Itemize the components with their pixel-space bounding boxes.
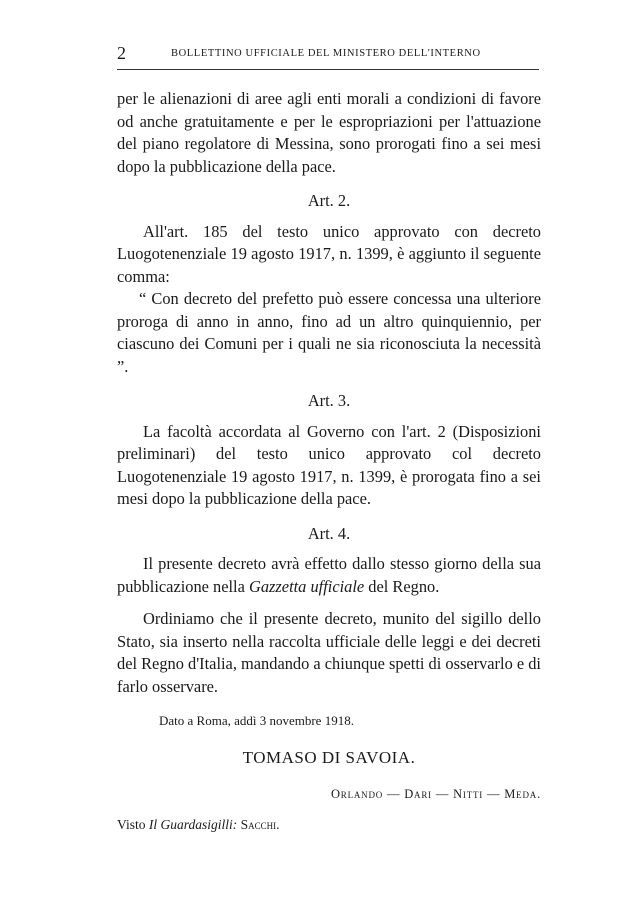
article-2-quote: “ Con decreto del prefetto può essere concessa una ulteriore proroga di anno in anno, fino ad un altro quinquiennio, per ciascuno dei Comuni per i quali ne sia riconosciuta la necessità ”. (117, 289, 541, 376)
countersigning-ministers: Orlando — Dari — Nitti — Meda. (330, 787, 541, 801)
article-2-text: All'art. 185 del testo unico approvato con decreto Luogotenenziale 19 agosto 1917, n. 1399, è aggiunto il seguente comma: (117, 221, 541, 286)
header-rule (117, 69, 539, 70)
visto-label: Visto (117, 816, 146, 832)
date-place-line: Dato a Roma, addì 3 novembre 1918. (159, 713, 354, 728)
paragraph-continuation: per le alienazioni di aree agli enti morali a condizioni di favore od anche gratuitamente e per le espropriazioni per l'attuazione del piano regolatore di Messina, sono prorogati fino a sei mesi dopo la pubblicazione della pace. (117, 89, 541, 176)
article-4-text (117, 553, 541, 598)
gazzetta-ufficiale: Gazzetta ufficiale (249, 576, 365, 596)
article-4-text-a: Il presente decreto avrà effetto dallo stesso giorno della sua pubblicazione nella (117, 554, 541, 596)
article-3-heading: Art. 3. (307, 391, 351, 410)
visto-line (117, 814, 541, 837)
ordiniamo-paragraph: Ordiniamo che il presente decreto, munito del sigillo dello Stato, sia inserto nella raccolta ufficiale delle leggi e dei decreti del Regno d'Italia, mandando a chiunque spetti di osservarlo e di farlo osservare. (117, 609, 541, 696)
article-3-text: La facoltà accordata al Governo con l'art. 2 (Disposizioni preliminari) del testo unico approvato col decreto Luogotenenziale 19 agosto 1917, n. 1399, è prorogata fino a sei mesi dopo la pubblicazione della pace. (117, 421, 541, 508)
page-number: 2 (117, 43, 126, 63)
page-header (117, 43, 539, 65)
article-2-heading: Art. 2. (307, 191, 351, 210)
article-4-heading: Art. 4. (307, 523, 351, 543)
document-body (117, 88, 541, 836)
article-4-text-b: del Regno. (368, 576, 440, 596)
running-title: BOLLETTINO UFFICIALE DEL MINISTERO DELL'INTERNO (171, 48, 481, 59)
signatory: TOMASO DI SAVOIA. (242, 747, 416, 767)
guardasigilli-label: Il Guardasigilli: (148, 816, 238, 832)
guardasigilli-name: Sacchi. (240, 816, 280, 832)
